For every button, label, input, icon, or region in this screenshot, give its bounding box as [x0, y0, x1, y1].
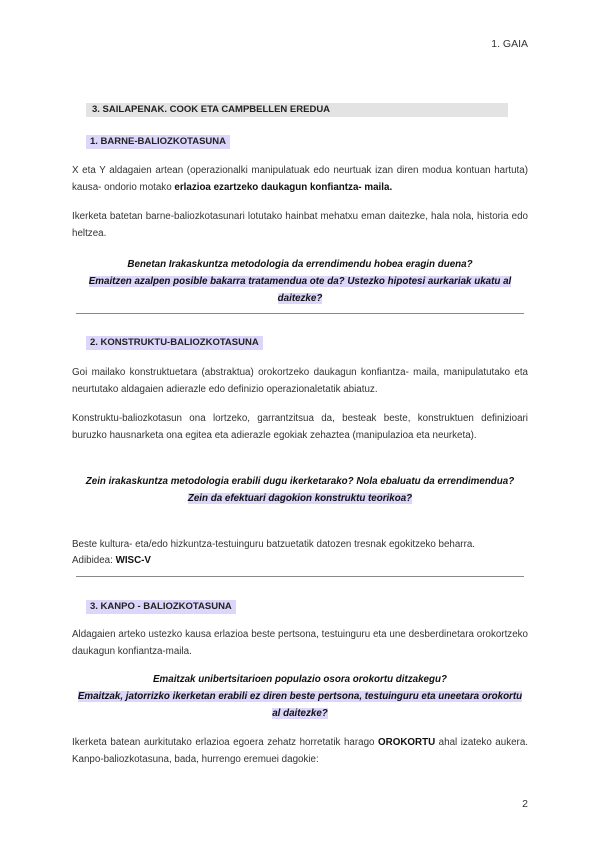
paragraph-barne-definition [72, 163, 528, 197]
paragraph-bold-text: OROKORTU [378, 737, 436, 748]
question-highlighted: Zein da efektuari dagokion konstruktu teorikoa? [187, 492, 413, 504]
paragraph-kanpo-definition: Aldagaien arteko ustezko kausa erlazioa beste pertsona, testuinguru eta une desberdinetara orokortzeko daukagun konfiantza-maila. [72, 629, 528, 657]
section-title: 3. SAILAPENAK. COOK ETA CAMPBELLEN EREDUA [86, 103, 508, 117]
paragraph-example [72, 553, 528, 570]
paragraph-konstruktu-definition: Goi mailako konstruktuetara (abstraktua) orokortzeko daukagun konfiantza- maila, manipulatutako eta neurtutako aldagaien adierazle edo definizio operazionaletatik abiatuz. [72, 367, 528, 395]
paragraph-text: X eta Y aldagaien artean (operazionalki manipulatuak edo neurtuak izan diren modua kontuan hartuta) kausa- ondorio motako [72, 165, 528, 193]
paragraph-text: Ikerketa batean aurkitutako erlazioa egoera zehatz horretatik harago [72, 737, 378, 748]
question: Benetan Irakaskuntza metodologia da errendimendu hobea eragin duena? [127, 259, 473, 270]
page-number: 2 [522, 798, 528, 810]
paragraph-kanpo-generalize [72, 735, 528, 769]
example-value: WISC-V [115, 555, 151, 566]
question-block-konstruktu [72, 474, 528, 508]
paragraph-konstruktu-detail: Konstruktu-baliozkotasun ona lortzeko, garrantzitsua da, besteak beste, konstruktuen definizioari buruzko hausnarketa ona egitea eta adierazle egokiak zehaztea (manipulazioa eta neurketa). [72, 413, 528, 441]
divider [76, 313, 524, 314]
example-label: Adibidea: [72, 555, 116, 566]
chapter-label: 1. GAIA [491, 38, 528, 50]
question: Zein irakaskuntza metodologia erabili dugu ikerketarako? Nola ebaluatu da errendimendua? [85, 476, 515, 487]
subsection-heading-konstruktu: 2. KONSTRUKTU-BALIOZKOTASUNA [86, 336, 263, 350]
paragraph-konstruktu-instruments: Beste kultura- eta/edo hizkuntza-testuinguru batzuetatik datozen tresnak egokitzeko beharra. [72, 539, 476, 550]
question-highlighted: Emaitzak, jatorrizko ikerketan erabili ez diren beste pertsona, testuinguru eta uneetara orokortu al daitezke? [77, 690, 523, 719]
paragraph-bold-text: erlazioa ezartzeko daukagun konfiantza- maila. [174, 181, 393, 193]
question-highlighted: Emaitzen azalpen posible bakarra tratamendua ote da? Ustezko hipotesi aurkariak ukatu al daitezke? [88, 275, 512, 304]
question-block-kanpo [72, 672, 528, 722]
paragraph-barne-threats: Ikerketa batetan barne-baliozkotasunari lotutako hainbat mehatxu eman daitezke, hala nola, historia edo heltzea. [72, 211, 528, 239]
paragraph-text: ahal izateko aukera. Kanpo-baliozkotasuna, bada, hurrengo eremuei dagokie: [72, 737, 528, 765]
divider [76, 576, 524, 577]
subsection-heading-kanpo: 3. KANPO - BALIOZKOTASUNA [86, 600, 236, 614]
subsection-heading-barne: 1. BARNE-BALIOZKOTASUNA [86, 135, 230, 149]
question: Emaitzak unibertsitarioen populazio osora orokortu ditzakegu? [153, 674, 447, 685]
question-block-barne [72, 257, 528, 307]
